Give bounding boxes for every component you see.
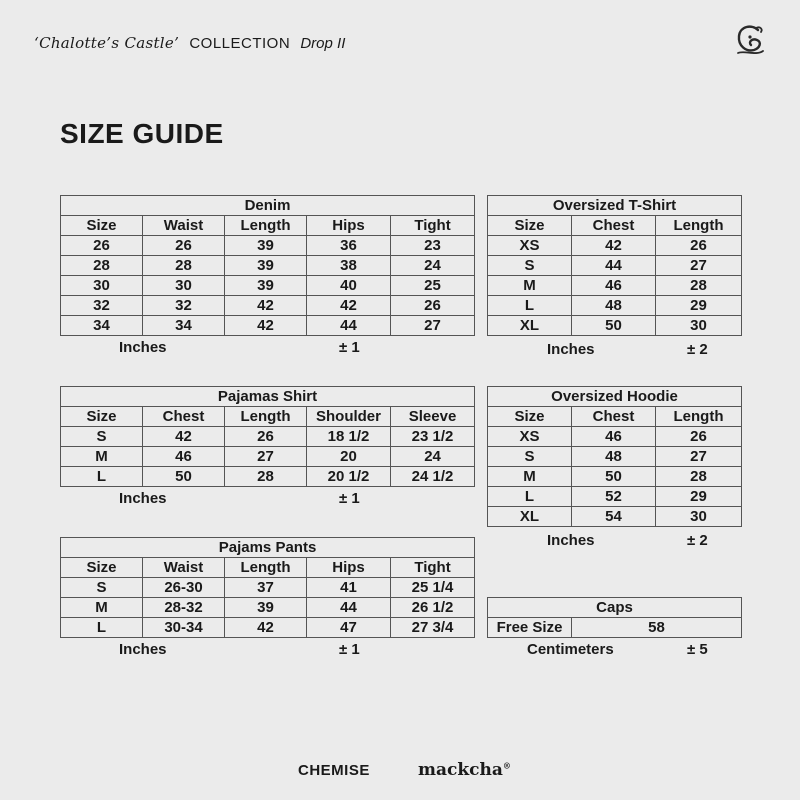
- collection-header: [34, 34, 345, 52]
- column-header: Chest: [572, 407, 656, 427]
- table-cell: M: [61, 447, 143, 467]
- pajama-shirt-unit-label: Inches: [119, 490, 167, 507]
- table-cell: M: [488, 276, 572, 296]
- table-cell: 36: [307, 236, 391, 256]
- caps-size-table: [487, 597, 742, 638]
- table-row: [61, 598, 475, 618]
- table-cell: 23: [391, 236, 475, 256]
- table-title: Pajams Pants: [61, 538, 475, 558]
- table-cell: 50: [143, 467, 225, 487]
- table-cell: 30: [656, 507, 742, 527]
- column-header: Length: [225, 407, 307, 427]
- caps-tolerance-label: ± 5: [687, 641, 708, 658]
- table-cell: 28-32: [143, 598, 225, 618]
- column-header: Shoulder: [307, 407, 391, 427]
- table-cell: 26: [391, 296, 475, 316]
- table-cell: XL: [488, 507, 572, 527]
- table-cell: 28: [143, 256, 225, 276]
- table-row: [488, 618, 742, 638]
- table-cell: 29: [656, 296, 742, 316]
- column-header: Waist: [143, 558, 225, 578]
- collection-label: COLLECTION: [189, 35, 291, 52]
- table-row: [61, 427, 475, 447]
- table-row: [61, 578, 475, 598]
- chemise-brand-logo: CHEMISE: [298, 762, 370, 779]
- table-cell: 26: [225, 427, 307, 447]
- table-cell: L: [488, 487, 572, 507]
- table-cell: L: [488, 296, 572, 316]
- table-cell: 46: [572, 276, 656, 296]
- column-header: Tight: [391, 216, 475, 236]
- table-cell: 52: [572, 487, 656, 507]
- table-cell: 34: [61, 316, 143, 336]
- table-cell: 44: [307, 316, 391, 336]
- column-header: Chest: [143, 407, 225, 427]
- table-cell: 39: [225, 236, 307, 256]
- table-cell: L: [61, 467, 143, 487]
- table-row: [488, 447, 742, 467]
- column-header: Length: [225, 216, 307, 236]
- table-row: [488, 487, 742, 507]
- table-cell: 28: [656, 276, 742, 296]
- table-cell: 23 1/2: [391, 427, 475, 447]
- table-cell: 48: [572, 447, 656, 467]
- table-cell: 25 1/4: [391, 578, 475, 598]
- table-cell: 26: [61, 236, 143, 256]
- column-header: Size: [61, 407, 143, 427]
- table-cell: 27: [391, 316, 475, 336]
- caps-unit-label: Centimeters: [527, 641, 614, 658]
- table-row: [61, 276, 475, 296]
- table-cell: 46: [143, 447, 225, 467]
- table-cell: 39: [225, 256, 307, 276]
- table-cell: 30-34: [143, 618, 225, 638]
- column-header: Hips: [307, 216, 391, 236]
- brand-monogram-logo: [730, 20, 770, 60]
- table-cell: S: [61, 578, 143, 598]
- table-row: [61, 467, 475, 487]
- table-cell: 39: [225, 276, 307, 296]
- mackcha-brand-logo: [418, 760, 511, 780]
- table-cell: M: [488, 467, 572, 487]
- column-header: Size: [488, 407, 572, 427]
- denim-tolerance-label: ± 1: [339, 339, 360, 356]
- table-cell: 42: [572, 236, 656, 256]
- table-cell: 20 1/2: [307, 467, 391, 487]
- table-cell: 37: [225, 578, 307, 598]
- table-cell: 42: [143, 427, 225, 447]
- table-title: Denim: [61, 196, 475, 216]
- table-cell: 41: [307, 578, 391, 598]
- pajama-pants-size-table: [60, 537, 475, 638]
- column-header: Waist: [143, 216, 225, 236]
- table-cell: 26-30: [143, 578, 225, 598]
- table-cell: 34: [143, 316, 225, 336]
- table-cell: 39: [225, 598, 307, 618]
- table-row: [488, 316, 742, 336]
- table-cell: 24: [391, 447, 475, 467]
- page-title: SIZE GUIDE: [60, 118, 224, 149]
- table-cell: 28: [61, 256, 143, 276]
- table-row: [61, 296, 475, 316]
- table-row: [488, 507, 742, 527]
- table-title: Pajamas Shirt: [61, 387, 475, 407]
- table-row: [488, 236, 742, 256]
- table-row: [488, 427, 742, 447]
- denim-unit-label: Inches: [119, 339, 167, 356]
- table-cell: 30: [61, 276, 143, 296]
- table-cell: 48: [572, 296, 656, 316]
- table-cell: 24: [391, 256, 475, 276]
- table-cell: S: [61, 427, 143, 447]
- table-cell: 40: [307, 276, 391, 296]
- table-cell: 26: [656, 236, 742, 256]
- table-cell: 25: [391, 276, 475, 296]
- table-row: [488, 296, 742, 316]
- table-cell: 42: [307, 296, 391, 316]
- table-cell: S: [488, 447, 572, 467]
- table-cell: L: [61, 618, 143, 638]
- table-row: [61, 618, 475, 638]
- table-row: [61, 316, 475, 336]
- tshirt-tolerance-label: ± 2: [687, 341, 708, 358]
- table-cell: 18 1/2: [307, 427, 391, 447]
- table-title: Caps: [488, 598, 742, 618]
- table-cell: XS: [488, 236, 572, 256]
- column-header: Length: [225, 558, 307, 578]
- column-header: Chest: [572, 216, 656, 236]
- table-cell: 27: [656, 256, 742, 276]
- table-row: [488, 276, 742, 296]
- table-cell: 50: [572, 467, 656, 487]
- mackcha-brand-text: mackcha: [418, 760, 503, 780]
- pajama-shirt-tolerance-label: ± 1: [339, 490, 360, 507]
- table-cell: XL: [488, 316, 572, 336]
- table-cell: 28: [225, 467, 307, 487]
- table-cell: 26: [143, 236, 225, 256]
- table-cell: 20: [307, 447, 391, 467]
- table-row: [61, 236, 475, 256]
- table-title: Oversized T-Shirt: [488, 196, 742, 216]
- table-row: [61, 447, 475, 467]
- collection-script-title: ‘Chalotte’s Castle’: [34, 34, 180, 52]
- table-cell: 26: [656, 427, 742, 447]
- column-header: Length: [656, 216, 742, 236]
- table-cell: 26 1/2: [391, 598, 475, 618]
- table-row: [488, 467, 742, 487]
- table-cell: Free Size: [488, 618, 572, 638]
- column-header: Tight: [391, 558, 475, 578]
- table-cell: 50: [572, 316, 656, 336]
- hoodie-tolerance-label: ± 2: [687, 532, 708, 549]
- table-cell: 44: [572, 256, 656, 276]
- table-cell: 32: [143, 296, 225, 316]
- table-cell: M: [61, 598, 143, 618]
- table-cell: 44: [307, 598, 391, 618]
- pajama-pants-unit-label: Inches: [119, 641, 167, 658]
- table-cell: 38: [307, 256, 391, 276]
- column-header: Sleeve: [391, 407, 475, 427]
- table-cell: 30: [656, 316, 742, 336]
- table-cell: XS: [488, 427, 572, 447]
- table-cell: 46: [572, 427, 656, 447]
- table-title: Oversized Hoodie: [488, 387, 742, 407]
- column-header: Length: [656, 407, 742, 427]
- table-cell: 29: [656, 487, 742, 507]
- pajama-shirt-size-table: [60, 386, 475, 487]
- table-cell: 42: [225, 296, 307, 316]
- table-row: [488, 256, 742, 276]
- column-header: Size: [61, 558, 143, 578]
- pajama-pants-tolerance-label: ± 1: [339, 641, 360, 658]
- table-cell: 47: [307, 618, 391, 638]
- table-cell: 27 3/4: [391, 618, 475, 638]
- registered-mark: ®: [502, 760, 511, 771]
- column-header: Size: [61, 216, 143, 236]
- hoodie-unit-label: Inches: [547, 532, 595, 549]
- table-cell: 42: [225, 316, 307, 336]
- hoodie-size-table: [487, 386, 742, 527]
- table-cell: 58: [572, 618, 742, 638]
- table-cell: S: [488, 256, 572, 276]
- denim-size-table: [60, 195, 475, 336]
- table-cell: 27: [225, 447, 307, 467]
- table-cell: 42: [225, 618, 307, 638]
- table-cell: 30: [143, 276, 225, 296]
- table-cell: 28: [656, 467, 742, 487]
- column-header: Size: [488, 216, 572, 236]
- table-cell: 54: [572, 507, 656, 527]
- table-cell: 24 1/2: [391, 467, 475, 487]
- table-cell: 27: [656, 447, 742, 467]
- table-cell: 32: [61, 296, 143, 316]
- tshirt-unit-label: Inches: [547, 341, 595, 358]
- tshirt-size-table: [487, 195, 742, 336]
- drop-label: Drop II: [300, 35, 346, 52]
- column-header: Hips: [307, 558, 391, 578]
- table-row: [61, 256, 475, 276]
